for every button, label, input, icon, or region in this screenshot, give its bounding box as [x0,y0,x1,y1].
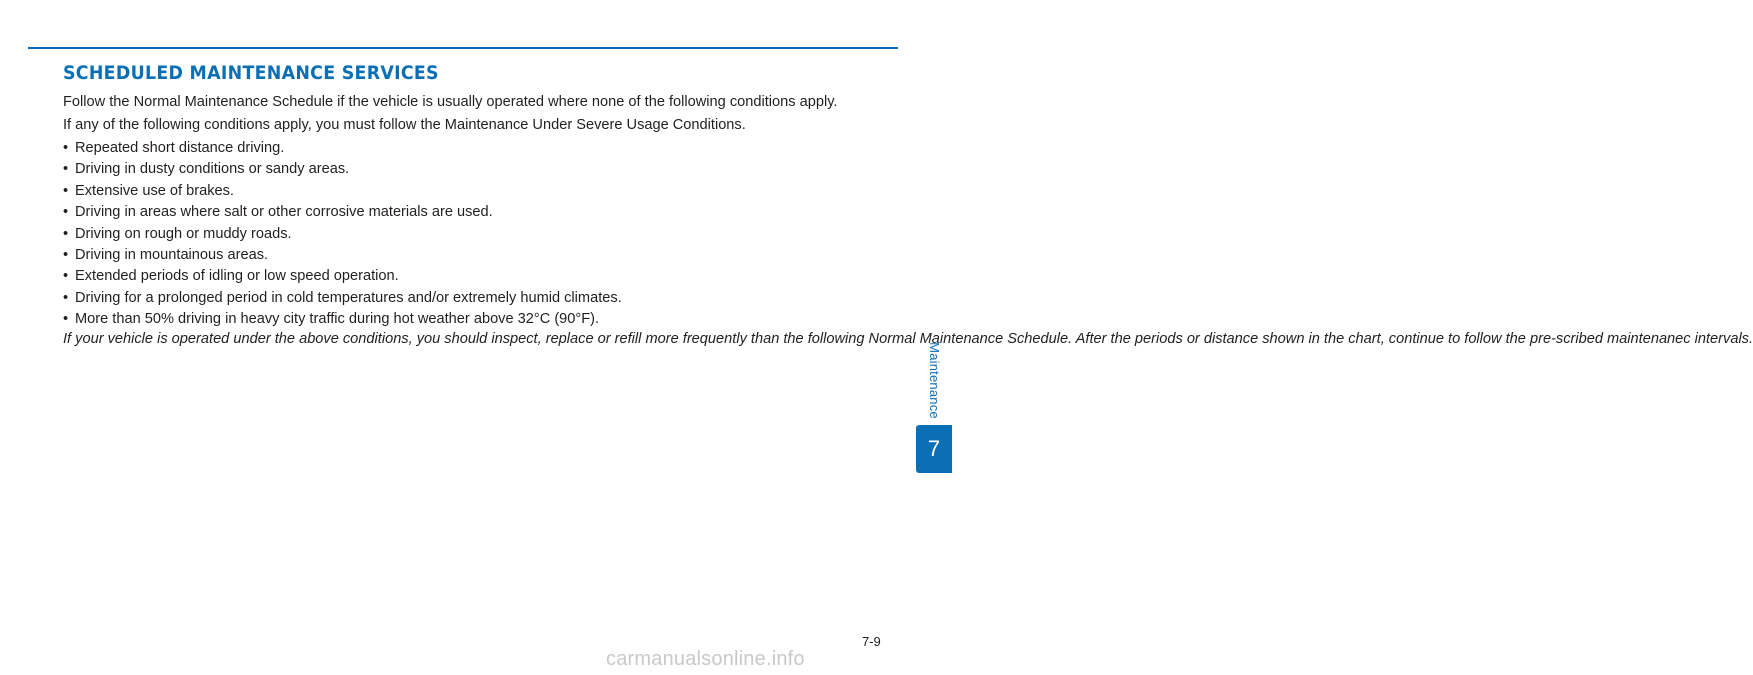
list-item-text: Driving for a prolonged period in cold temperatures and/or extremely humid climates. [75,289,622,306]
list-item-text: Repeated short distance driving. [75,140,285,156]
list-item-text: More than 50% driving in heavy city traffic during hot weather above 32°C (90°F). [75,311,600,328]
list-item [63,181,885,202]
list-item [63,202,885,223]
bullet-icon: • [63,225,69,242]
bullet-icon: • [63,311,69,328]
list-item [63,224,885,245]
section-heading: SCHEDULED MAINTENANCE SERVICES [63,63,439,84]
intro-paragraph-severe: If any of the following conditions apply, you must follow the Maintenance Under Severe Usage Conditions. [63,117,746,133]
list-item-text: Driving in areas where salt or other corrosive materials are used. [75,204,493,221]
severe-usage-note: If your vehicle is operated under the above conditions, you should inspect, replace or refill more frequently than the following Normal Maintenance Schedule. After the periods or distance shown in the chart, continue to follow the pre-scribed maintenanec intervals. [63,330,1753,347]
section-side-label [918,335,950,425]
list-item-text: Extensive use of brakes. [75,182,234,199]
severe-conditions-list [63,138,885,331]
list-item [63,159,885,180]
list-item-text: Driving on rough or muddy roads. [75,225,292,242]
watermark-text: carmanualsonline.info [606,648,805,670]
chapter-tab: 7 [916,425,952,473]
list-item [63,266,885,287]
bullet-icon: • [63,246,69,263]
bullet-icon: • [63,182,69,199]
bullet-icon: • [63,161,69,178]
list-item-text: Driving in dusty conditions or sandy areas. [75,161,350,178]
list-item-text: Extended periods of idling or low speed operation. [75,268,399,285]
bullet-icon: • [63,268,69,285]
list-item [63,309,885,330]
intro-paragraph-normal: Follow the Normal Maintenance Schedule if the vehicle is usually operated where none of the following conditions apply. [63,94,838,110]
bullet-icon: • [63,204,69,221]
list-item [63,138,885,159]
bullet-icon: • [63,289,69,306]
main-content [63,92,1753,350]
list-item-text: Driving in mountainous areas. [75,246,269,263]
list-item [63,288,885,309]
list-item [63,245,885,266]
page-number: 7-9 [862,634,881,649]
header-rule [28,47,898,49]
section-label-text: Maintenance [926,341,942,419]
bullet-icon: • [63,140,69,156]
